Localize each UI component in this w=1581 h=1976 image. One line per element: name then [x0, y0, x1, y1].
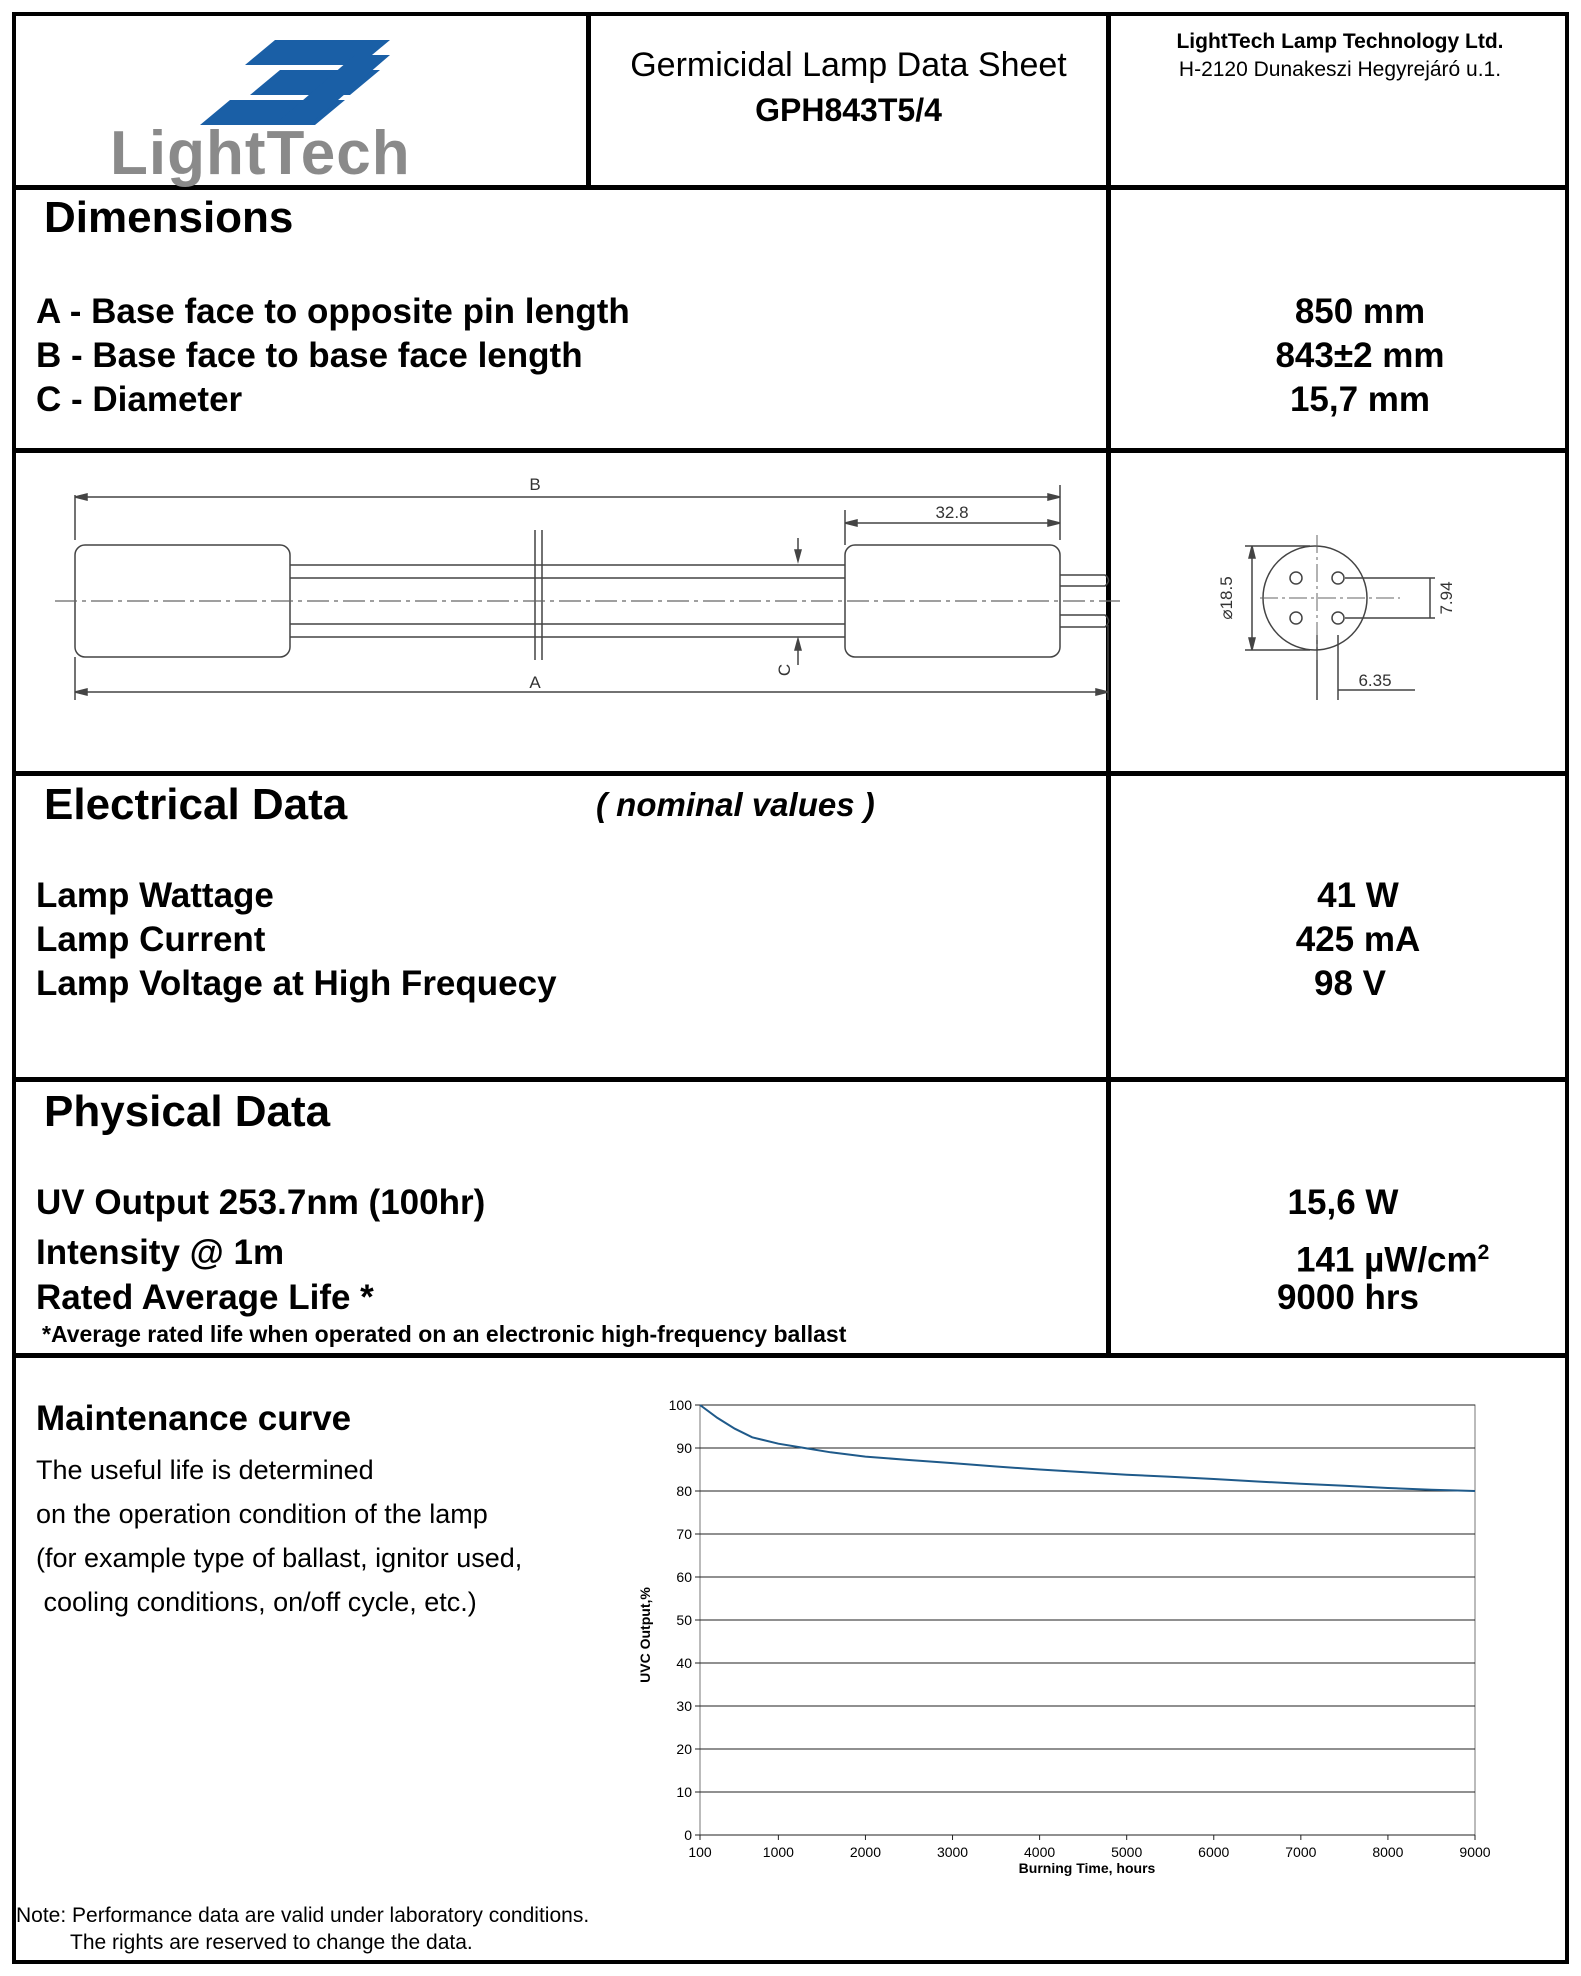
- physical-label-uv-output: UV Output 253.7nm (100hr): [36, 1183, 486, 1222]
- drawing-dim-pins: 7.94: [1437, 581, 1456, 615]
- chart-x-tick-label: 8000: [1372, 1844, 1404, 1860]
- chart-grid: [700, 1405, 1475, 1835]
- electrical-value-wattage: 41 W: [1317, 876, 1399, 915]
- dimension-value-c: 15,7 mm: [1289, 380, 1431, 419]
- electrical-label-wattage: Lamp Wattage: [36, 876, 274, 915]
- physical-value-uv-output: 15,6 W: [1287, 1183, 1399, 1222]
- maintenance-title: Maintenance curve: [36, 1399, 352, 1438]
- drawing-dim-diameter: ⌀18.5: [1217, 576, 1236, 620]
- maintenance-line-3: (for example type of ballast, ignitor used,: [36, 1543, 523, 1573]
- note-line-2: The rights are reserved to change the data.: [70, 1931, 473, 1954]
- section-title-physical: Physical Data: [44, 1087, 331, 1136]
- maintenance-line-2: on the operation condition of the lamp: [36, 1499, 488, 1529]
- drawing-dim-pin-offset: 6.35: [1358, 671, 1392, 690]
- physical-value-life: 9000 hrs: [1276, 1278, 1420, 1317]
- chart-x-tick-label: 2000: [849, 1844, 882, 1860]
- chart-y-tick-label: 10: [676, 1784, 692, 1800]
- chart-y-tick-label: 80: [676, 1483, 692, 1499]
- divider-physical: [12, 1353, 1569, 1358]
- company-name: LightTech Lamp Technology Ltd.: [1176, 30, 1504, 53]
- divider-electrical: [12, 1077, 1569, 1082]
- company-address: H-2120 Dunakeszi Hegyrejáró u.1.: [1178, 58, 1502, 81]
- physical-label-intensity: Intensity @ 1m: [36, 1233, 285, 1272]
- dimension-value-b: 843±2 mm: [1275, 336, 1445, 375]
- chart-x-tick-label: 100: [688, 1844, 712, 1860]
- electrical-label-current: Lamp Current: [36, 920, 266, 959]
- electrical-note: ( nominal values ): [596, 786, 875, 823]
- dimension-label-a: A - Base face to opposite pin length: [36, 292, 630, 331]
- maintenance-line-4: cooling conditions, on/off cycle, etc.): [36, 1587, 477, 1617]
- maintenance-chart: [620, 1385, 1520, 1885]
- section-title-dimensions: Dimensions: [44, 193, 294, 242]
- physical-label-life: Rated Average Life *: [36, 1278, 374, 1317]
- chart-x-tick-label: 6000: [1198, 1844, 1230, 1860]
- chart-y-tick-label: 100: [668, 1397, 692, 1413]
- document-title: Germicidal Lamp Data Sheet: [630, 46, 1067, 84]
- maintenance-line-1: The useful life is determined: [36, 1455, 374, 1485]
- chart-y-tick-label: 20: [676, 1741, 692, 1757]
- chart-y-tick-label: 30: [676, 1698, 692, 1714]
- logo-wordmark: LightTech: [110, 119, 411, 188]
- chart-x-ticks: [688, 1835, 1490, 1860]
- chart-y-axis-label: UVC Output,%: [637, 1587, 653, 1683]
- divider-drawing: [12, 771, 1569, 776]
- chart-y-tick-label: 70: [676, 1526, 692, 1542]
- intensity-superscript: 2: [1477, 1241, 1490, 1264]
- electrical-value-voltage: 98 V: [1314, 964, 1386, 1003]
- chart-x-tick-label: 4000: [1024, 1844, 1056, 1860]
- chart-x-tick-label: 7000: [1285, 1844, 1317, 1860]
- chart-x-tick-label: 9000: [1459, 1844, 1491, 1860]
- chart-y-tick-label: 90: [676, 1440, 692, 1456]
- physical-value-intensity: [1296, 1231, 1489, 1283]
- electrical-value-current: 425 mA: [1295, 920, 1421, 959]
- dimension-label-b: B - Base face to base face length: [36, 336, 583, 375]
- chart-y-tick-label: 0: [684, 1827, 692, 1843]
- lamp-drawing-svg: [20, 460, 1560, 765]
- electrical-label-voltage: Lamp Voltage at High Frequecy: [36, 964, 557, 1003]
- maintenance-chart-svg: [620, 1385, 1520, 1885]
- dimension-label-c: C - Diameter: [36, 380, 243, 419]
- section-title-electrical: Electrical Data: [44, 780, 348, 829]
- chart-y-ticks: [669, 1397, 700, 1843]
- chart-x-tick-label: 5000: [1111, 1844, 1143, 1860]
- chart-y-tick-label: 50: [676, 1612, 692, 1628]
- drawing-label-c: C: [775, 663, 794, 677]
- lamp-drawing: [20, 460, 1560, 765]
- note-line-1: Note: Performance data are valid under laboratory conditions.: [16, 1904, 590, 1927]
- dimension-value-a: 850 mm: [1294, 292, 1426, 331]
- intensity-value-text: 141 µW/cm: [1296, 1240, 1478, 1280]
- chart-y-tick-label: 40: [676, 1655, 692, 1671]
- chart-x-axis-label: Burning Time, hours: [1018, 1860, 1156, 1876]
- chart-x-tick-label: 3000: [936, 1844, 969, 1860]
- chart-y-tick-label: 60: [676, 1569, 692, 1585]
- drawing-label-a: A: [529, 673, 541, 692]
- physical-footnote: *Average rated life when operated on an electronic high-frequency ballast: [42, 1321, 847, 1347]
- drawing-dim-base: 32.8: [935, 503, 969, 522]
- chart-x-tick-label: 1000: [762, 1844, 794, 1860]
- model-number: GPH843T5/4: [755, 92, 942, 128]
- company-logo: [100, 20, 530, 188]
- divider-dimensions: [12, 448, 1569, 453]
- drawing-label-b: B: [529, 475, 541, 494]
